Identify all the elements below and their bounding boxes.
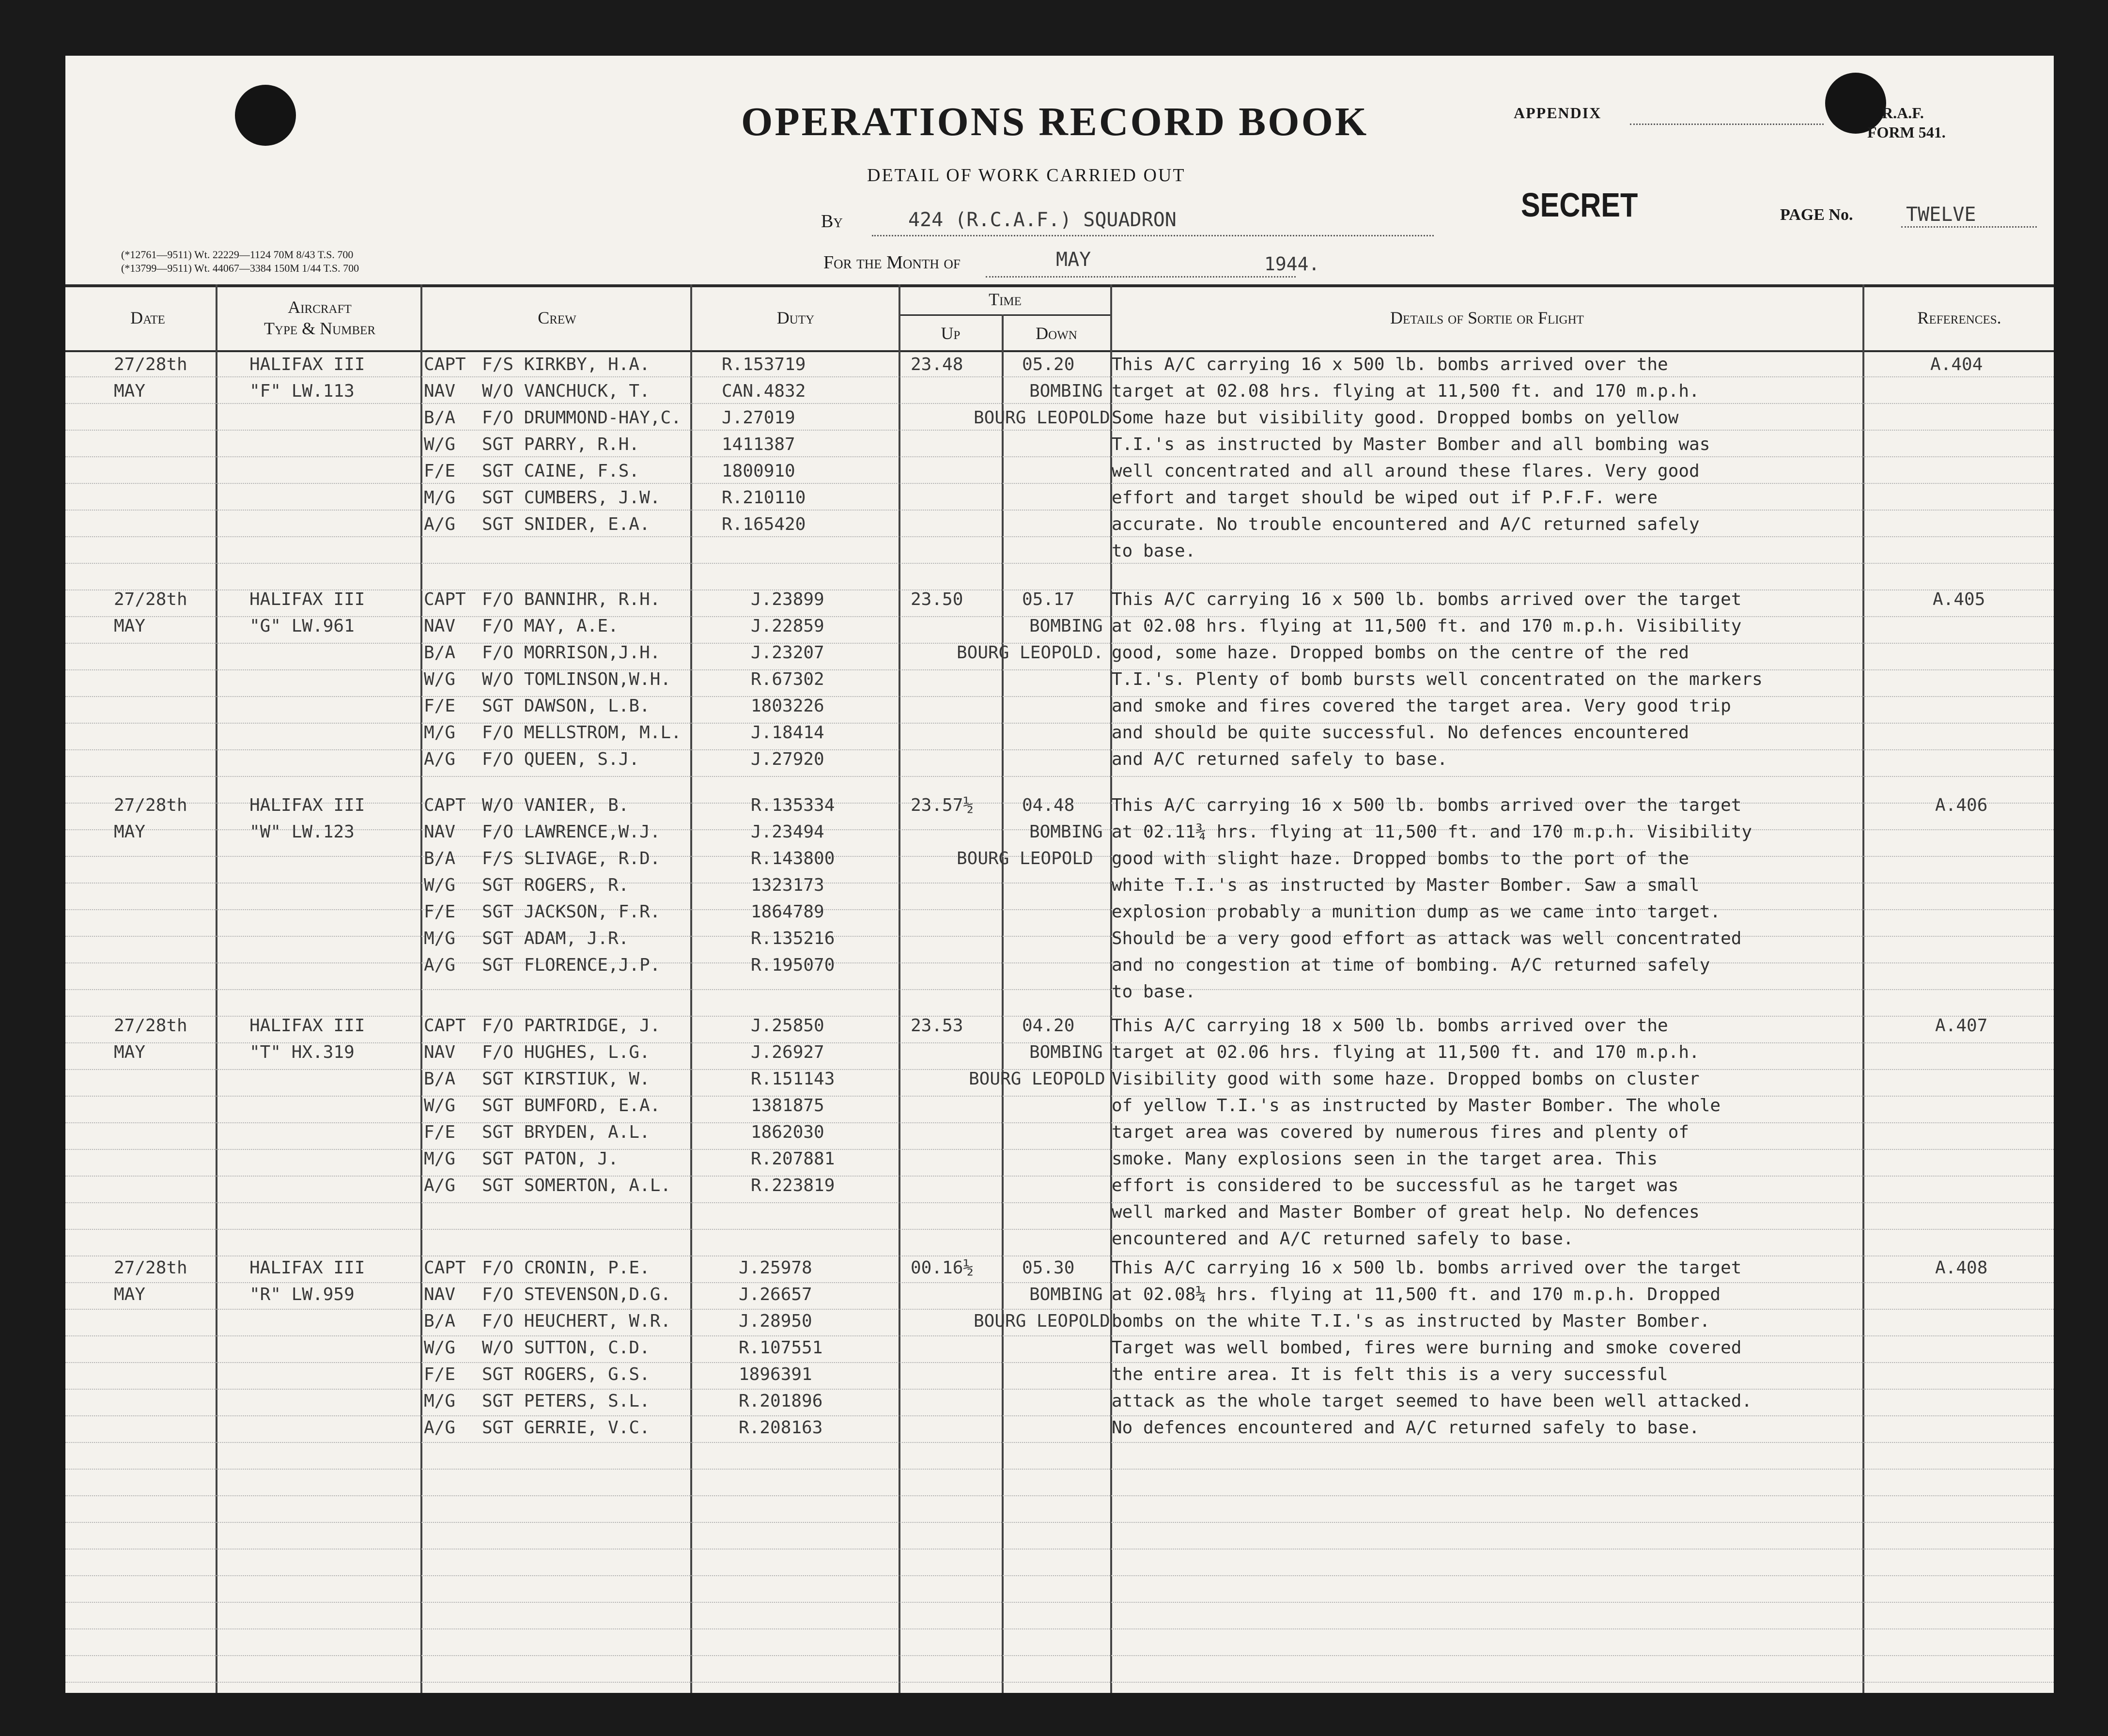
month-value: MAY [1056,248,1091,271]
details-line: and should be quite successful. No defences encountered [1112,723,1690,743]
time-down: 05.17 [1022,589,1075,609]
crew-number: R.151143 [751,1069,835,1089]
crew-name: W/O SUTTON, C.D. [482,1338,650,1358]
crew-name: SGT KIRSTIUK, W. [482,1069,650,1089]
crew-number: J.23899 [751,589,824,609]
col-divider-date [216,284,217,1693]
entry-aircraft-number: "R" LW.959 [249,1285,355,1304]
time-up: 23.50 [911,589,963,609]
details-line: well marked and Master Bomber of great help. No defences [1112,1202,1700,1222]
crew-role: W/G [424,434,456,454]
entry-aircraft-type: HALIFAX III [249,589,365,609]
crew-role: B/A [424,643,456,663]
crew-number: R.165420 [722,514,806,534]
details-line: good, some haze. Dropped bombs on the centre of the red [1112,643,1690,663]
duty-type: BOMBING [1029,822,1103,842]
details-line: target area was covered by numerous fires and plenty of [1112,1122,1690,1142]
crew-role: CAPT [424,1016,466,1036]
details-line: explosion probably a munition dump as we came into target. [1112,902,1721,922]
crew-name: SGT ROGERS, G.S. [482,1364,650,1384]
details-line: and smoke and fires covered the target area. Very good trip [1112,696,1731,716]
crew-role: A/G [424,1176,456,1195]
crew-number: CAN.4832 [722,381,806,401]
crew-number: R.135334 [751,795,835,815]
crew-role: CAPT [424,355,466,374]
entry-date: 27/28th [114,1016,187,1036]
crew-role: M/G [424,1391,456,1411]
details-line: target at 02.06 hrs. flying at 11,500 ft. and 170 m.p.h. [1112,1042,1700,1062]
crew-number: J.26927 [751,1042,824,1062]
form-title: OPERATIONS RECORD BOOK [741,99,1369,144]
time-down: 05.30 [1022,1258,1075,1278]
ruled-line [65,1415,2054,1416]
entry-aircraft-type: HALIFAX III [249,795,365,815]
ruled-line [65,1495,2054,1496]
form-subtitle: DETAIL OF WORK CARRIED OUT [867,165,1186,186]
crew-name: SGT ADAM, J.R. [482,929,629,948]
details-line: the entire area. It is felt this is a very successful [1112,1364,1668,1384]
ruled-line [65,1335,2054,1336]
crew-name: SGT BRYDEN, A.L. [482,1122,650,1142]
crew-name: F/S KIRKBY, H.A. [482,355,650,374]
entry-aircraft-number: "G" LW.961 [249,616,355,636]
crew-number: R.135216 [751,929,835,948]
reference-number: A.405 [1933,589,1985,609]
crew-role: F/E [424,696,456,716]
duty-type: BOMBING [1029,1042,1103,1062]
time-up: 23.48 [911,355,963,374]
crew-name: F/O MAY, A.E. [482,616,619,636]
appendix-rule [1630,124,1824,125]
crew-number: 1803226 [751,696,824,716]
duty-type: BOMBING [1029,381,1103,401]
entry-aircraft-number: "F" LW.113 [249,381,355,401]
crew-name: SGT SOMERTON, A.L. [482,1176,671,1195]
entry-aircraft-number: "W" LW.123 [249,822,355,842]
crew-number: 1862030 [751,1122,824,1142]
crew-role: M/G [424,929,456,948]
col-divider-crew [690,284,692,1693]
ruled-line [65,1469,2054,1470]
month-label: For the Month of [823,252,961,273]
form-code-line1: R.A.F. [1882,104,1924,122]
page-number: TWELVE [1906,203,1976,226]
crew-name: SGT CAINE, F.S. [482,461,640,481]
entry-date-month: MAY [114,1285,146,1304]
details-line: smoke. Many explosions seen in the target area. This [1112,1149,1658,1169]
ruled-line [65,1149,2054,1150]
duty-target: BOURG LEOPOLD [969,1069,1105,1089]
entry-date-month: MAY [114,381,146,401]
ruled-line [65,536,2054,537]
details-line: Visibility good with some haze. Dropped bombs on cluster [1112,1069,1700,1089]
crew-role: A/G [424,955,456,975]
time-split-rule [899,314,1110,316]
crew-name: SGT FLORENCE,J.P. [482,955,661,975]
crew-name: F/O PARTRIDGE, J. [482,1016,661,1036]
crew-number: J.23207 [751,643,824,663]
crew-number: 1800910 [722,461,795,481]
crew-name: SGT PETERS, S.L. [482,1391,650,1411]
time-up: 23.53 [911,1016,963,1036]
duty-target: BOURG LEOPOLD [974,1311,1110,1331]
duty-target: BOURG LEOPOLD [957,849,1093,868]
squadron-name: 424 (R.C.A.F.) SQUADRON [908,209,1177,231]
column-header-aircraft: Aircraft [288,297,352,317]
column-header-details: Details of Sortie or Flight [1390,308,1584,327]
crew-number: R.67302 [751,669,824,689]
details-line: well concentrated and all around these flares. Very good [1112,461,1700,481]
crew-role: CAPT [424,1258,466,1278]
crew-role: W/G [424,1096,456,1116]
details-line: attack as the whole target seemed to have been well attacked. [1112,1391,1752,1411]
ruled-line [65,483,2054,484]
details-line: This A/C carrying 18 x 500 lb. bombs arrived over the [1112,1016,1668,1036]
crew-number: J.27920 [751,749,824,769]
crew-role: M/G [424,488,456,508]
crew-number: J.25850 [751,1016,824,1036]
time-down: 04.48 [1022,795,1075,815]
crew-role: B/A [424,408,456,428]
details-line: effort and target should be wiped out if P.F.F. were [1112,488,1658,508]
crew-role: NAV [424,381,456,401]
details-line: Should be a very good effort as attack was well concentrated [1112,929,1742,948]
ruled-line [65,936,2054,937]
details-line: at 02.08¼ hrs. flying at 11,500 ft. and 170 m.p.h. Dropped [1112,1285,1721,1304]
entry-date: 27/28th [114,589,187,609]
entry-aircraft-number: "T" HX.319 [249,1042,355,1062]
column-header-crew: Crew [538,308,576,327]
col-divider-duty [899,284,900,1693]
details-line: This A/C carrying 16 x 500 lb. bombs arrived over the target [1112,1258,1742,1278]
ruled-line [65,1628,2054,1629]
page-label: PAGE No. [1780,206,1853,224]
crew-number: R.210110 [722,488,806,508]
crew-number: 1323173 [751,875,824,895]
details-line: to base. [1112,541,1196,561]
ruled-line [65,1549,2054,1550]
time-down: 04.20 [1022,1016,1075,1036]
crew-role: F/E [424,1364,456,1384]
squadron-rule [872,235,1434,236]
crew-role: CAPT [424,795,466,815]
secret-stamp: SECRET [1521,186,1638,224]
crew-number: J.25978 [739,1258,812,1278]
entry-date: 27/28th [114,355,187,374]
print-code-line2: (*13799—9511) Wt. 44067—3384 150M 1/44 T.S. 700 [121,262,359,274]
ruled-line [65,1202,2054,1203]
crew-name: W/O VANIER, B. [482,795,629,815]
details-line: and no congestion at time of bombing. A/C returned safely [1112,955,1710,975]
details-line: Target was well bombed, fires were burning and smoke covered [1112,1338,1742,1358]
crew-number: J.23494 [751,822,824,842]
crew-role: W/G [424,1338,456,1358]
col-divider-references [1862,284,1864,1693]
crew-name: F/S SLIVAGE, R.D. [482,849,661,868]
crew-number: R.107551 [739,1338,823,1358]
column-header-up: Up [941,324,961,343]
details-line: T.I.'s. Plenty of bomb bursts well concentrated on the markers [1112,669,1763,689]
crew-number: R.223819 [751,1176,835,1195]
form-code-line2: FORM 541. [1867,124,1946,141]
crew-name: SGT PATON, J. [482,1149,619,1169]
print-code-line1: (*12761—9511) Wt. 22229—1124 70M 8/43 T.S. 700 [121,248,354,261]
crew-role: NAV [424,616,456,636]
ruled-line [65,749,2054,750]
crew-name: F/O CRONIN, P.E. [482,1258,650,1278]
reference-number: A.406 [1935,795,1988,815]
duty-type: BOMBING [1029,1285,1103,1304]
crew-name: W/O TOMLINSON,W.H. [482,669,671,689]
appendix-label: APPENDIX [1514,104,1602,122]
ruled-line [65,883,2054,884]
crew-name: F/O STEVENSON,D.G. [482,1285,671,1304]
crew-number: 1864789 [751,902,824,922]
entry-date-month: MAY [114,616,146,636]
entry-aircraft-type: HALIFAX III [249,355,365,374]
duty-type: BOMBING [1029,616,1103,636]
crew-role: F/E [424,1122,456,1142]
details-line: Some haze but visibility good. Dropped bombs on yellow [1112,408,1679,428]
ruled-line [65,1122,2054,1123]
ruled-line [65,563,2054,564]
entry-aircraft-type: HALIFAX III [249,1258,365,1278]
details-line: white T.I.'s as instructed by Master Bomber. Saw a small [1112,875,1700,895]
crew-role: B/A [424,1311,456,1331]
entry-aircraft-type: HALIFAX III [249,1016,365,1036]
column-header-aircraft-sub: Type & Number [264,319,376,338]
crew-name: SGT GERRIE, V.C. [482,1418,650,1438]
ruled-line [65,1442,2054,1443]
column-header-time: Time [989,290,1022,309]
crew-number: 1381875 [751,1096,824,1116]
crew-name: F/O HUGHES, L.G. [482,1042,650,1062]
ruled-line [65,1575,2054,1576]
crew-number: 1411387 [722,434,795,454]
crew-role: NAV [424,822,456,842]
reference-number: A.404 [1930,355,1983,374]
time-up: 00.16½ [911,1258,974,1278]
crew-name: SGT ROGERS, R. [482,875,629,895]
ruled-line [65,776,2054,777]
crew-role: A/G [424,514,456,534]
details-line: This A/C carrying 16 x 500 lb. bombs arrived over the [1112,355,1668,374]
crew-number: R.195070 [751,955,835,975]
column-header-date: Date [130,308,165,327]
crew-name: F/O QUEEN, S.J. [482,749,640,769]
crew-name: F/O LAWRENCE,W.J. [482,822,661,842]
details-line: at 02.11¾ hrs. flying at 11,500 ft. and 170 m.p.h. Visibility [1112,822,1752,842]
punch-hole-left [235,85,296,146]
crew-number: R.201896 [739,1391,823,1411]
crew-role: W/G [424,669,456,689]
crew-number: R.208163 [739,1418,823,1438]
ruled-line [65,962,2054,963]
column-header-duty: Duty [776,308,815,327]
year-value: 1944. [1264,253,1320,275]
form-sheet [65,56,2054,1693]
crew-name: F/O MELLSTROM, M.L. [482,723,682,743]
crew-role: M/G [424,723,456,743]
col-divider-time [1002,314,1004,1693]
ruled-line [65,989,2054,990]
column-header-references: References. [1917,308,2001,327]
reference-number: A.408 [1935,1258,1988,1278]
page-rule [1901,226,2037,228]
details-line: and A/C returned safely to base. [1112,749,1448,769]
ruled-line [65,510,2054,511]
ruled-line [65,1176,2054,1177]
crew-role: F/E [424,902,456,922]
crew-name: SGT SNIDER, E.A. [482,514,650,534]
crew-name: F/O HEUCHERT, W.R. [482,1311,671,1331]
column-header-down: Down [1036,324,1077,343]
details-line: target at 02.08 hrs. flying at 11,500 ft. and 170 m.p.h. [1112,381,1700,401]
duty-target: BOURG LEOPOLD. [957,643,1104,663]
col-divider-aircraft [420,284,422,1693]
crew-role: F/E [424,461,456,481]
crew-role: A/G [424,749,456,769]
details-line: This A/C carrying 16 x 500 lb. bombs arrived over the target [1112,795,1742,815]
details-line: No defences encountered and A/C returned safely to base. [1112,1418,1700,1438]
crew-name: W/O VANCHUCK, T. [482,381,650,401]
ruled-line [65,1096,2054,1097]
ruled-line [65,1655,2054,1656]
crew-name: F/O DRUMMOND-HAY,C. [482,408,682,428]
crew-number: R.153719 [722,355,806,374]
ruled-line [65,723,2054,724]
crew-name: SGT DAWSON, L.B. [482,696,650,716]
table-top-rule [65,284,2054,287]
crew-role: M/G [424,1149,456,1169]
ruled-line [65,456,2054,457]
ruled-line [65,1682,2054,1683]
crew-number: J.18414 [751,723,824,743]
details-line: encountered and A/C returned safely to base. [1112,1229,1574,1249]
details-line: effort is considered to be successful as he target was [1112,1176,1679,1195]
by-label: By [821,211,843,232]
entry-date-month: MAY [114,1042,146,1062]
crew-name: SGT CUMBERS, J.W. [482,488,661,508]
crew-name: F/O BANNIHR, R.H. [482,589,661,609]
entry-date: 27/28th [114,795,187,815]
duty-target: BOURG LEOPOLD [974,408,1110,428]
ruled-line [65,1602,2054,1603]
crew-number: J.22859 [751,616,824,636]
details-line: good with slight haze. Dropped bombs to the port of the [1112,849,1690,868]
entry-date: 27/28th [114,1258,187,1278]
details-line: bombs on the white T.I.'s as instructed by Master Bomber. [1112,1311,1710,1331]
ruled-line [65,1229,2054,1230]
details-line: of yellow T.I.'s as instructed by Master Bomber. The whole [1112,1096,1721,1116]
ruled-line [65,696,2054,697]
crew-number: J.28950 [739,1311,812,1331]
ruled-line [65,909,2054,910]
crew-number: J.27019 [722,408,795,428]
crew-number: R.207881 [751,1149,835,1169]
crew-number: 1896391 [739,1364,812,1384]
details-line: to base. [1112,982,1196,1002]
time-down: 05.20 [1022,355,1075,374]
ruled-line [65,1362,2054,1363]
crew-role: W/G [424,875,456,895]
crew-role: B/A [424,1069,456,1089]
crew-name: SGT BUMFORD, E.A. [482,1096,661,1116]
crew-name: SGT PARRY, R.H. [482,434,640,454]
details-line: T.I.'s as instructed by Master Bomber and all bombing was [1112,434,1710,454]
crew-role: NAV [424,1042,456,1062]
time-up: 23.57½ [911,795,974,815]
month-rule [986,276,1296,278]
crew-name: F/O MORRISON,J.H. [482,643,661,663]
ruled-line [65,1389,2054,1390]
details-line: This A/C carrying 16 x 500 lb. bombs arrived over the target [1112,589,1742,609]
crew-number: J.26657 [739,1285,812,1304]
crew-number: R.143800 [751,849,835,868]
entry-date-month: MAY [114,822,146,842]
details-line: accurate. No trouble encountered and A/C returned safely [1112,514,1700,534]
crew-role: CAPT [424,589,466,609]
ruled-line [65,1522,2054,1523]
crew-role: B/A [424,849,456,868]
reference-number: A.407 [1935,1016,1988,1036]
crew-role: NAV [424,1285,456,1304]
crew-role: A/G [424,1418,456,1438]
details-line: at 02.08 hrs. flying at 11,500 ft. and 170 m.p.h. Visibility [1112,616,1742,636]
crew-name: SGT JACKSON, F.R. [482,902,661,922]
